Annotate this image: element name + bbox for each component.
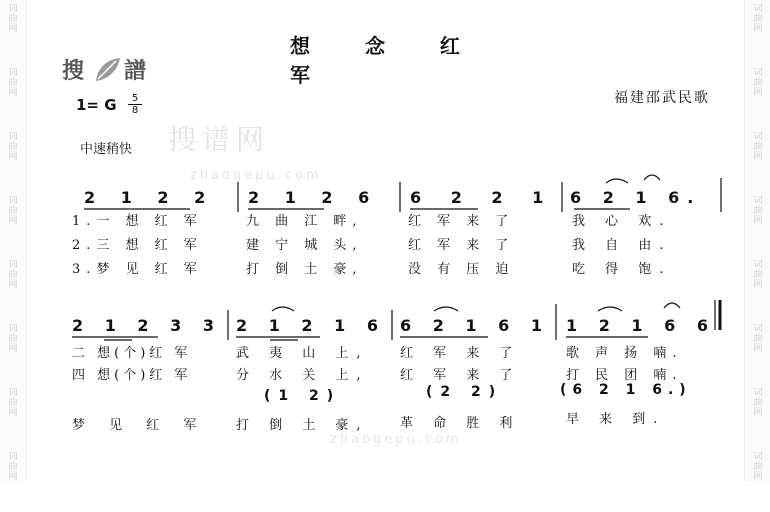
tie [606,179,628,183]
lyric-2-1-4: 歌 声 扬 喃. [566,346,683,361]
fermata [644,175,660,180]
lyric-1-3-2: 打 倒 土 豪, [246,262,363,277]
measure-2-3: 6 2 1 6 1 [400,316,550,335]
watermark-url-bottom: zhaogepu.com [330,432,462,447]
lyric-1-1-1: 1.一 想 红 军 [72,214,203,229]
lyric-1-1-2: 九 曲 江 畔, [246,214,363,229]
lyric-1-3-3: 没 有 压 迫 [408,262,515,277]
alt-notes-2: (2 2) [426,384,504,400]
tie [598,307,622,311]
strip-text: 词 曲 网 [753,452,763,482]
lyric-2-1-1: 二 想(个)红 军 [72,346,192,361]
strip-text: 词 曲 网 [753,132,763,162]
strip-text: 词 曲 网 [753,388,763,418]
lyric-1-2-1: 2.三 想 红 军 [72,238,203,253]
song-title: 想 念 红 军 [290,34,484,87]
measure-2-4: 1 2 1 6 6 [566,316,716,335]
lyric-2-2-3: 红 军 来 了 [400,368,521,383]
strip-text: 词 曲 网 [753,260,763,290]
strip-text: 词 曲 网 [753,68,763,98]
lyric-1-2-2: 建 宁 城 头, [246,238,363,253]
lyric-2-3-3: 革 命 胜 利 [400,416,521,431]
lyric-2-1-3: 红 军 来 了 [400,346,521,361]
alt-notes-3: (6 2 1 6.) [560,382,692,398]
measure-1-3: 6 2 2 1 [410,188,556,207]
measure-1-2: 2 1 2 6 [248,188,380,207]
strip-text: 词 曲 网 [8,388,18,418]
tempo-marking: 中速稍快 [80,142,133,157]
lyric-2-2-4: 打 民 团 喃. [566,368,683,383]
lyric-2-1-2: 武 夷 山 上, [236,346,369,361]
lyric-2-2-1: 四 想(个)红 军 [72,368,192,383]
lyric-2-3-2: 打 倒 土 豪, [236,418,369,433]
strip-text: 词 曲 网 [8,324,18,354]
lyric-1-2-4: 我 自 由. [572,238,672,253]
lyric-2-3-4: 早 来 到. [566,412,666,427]
lyric-2-2-2: 分 水 关 上, [236,368,369,383]
fermata [664,303,680,308]
strip-text: 词 曲 网 [8,68,18,98]
alt-notes-1: (1 2) [264,388,342,404]
lyric-1-3-1: 3.梦 见 红 军 [72,262,203,277]
logo-char-1: 搜 [62,59,85,84]
key-signature: 1= G [76,96,117,114]
strip-text: 词 曲 网 [753,196,763,226]
strip-text: 词 曲 网 [753,4,763,34]
lyric-1-1-4: 我 心 欢. [572,214,672,229]
measure-2-1: 2 1 2 3 3 [72,316,222,335]
strip-text: 词 曲 网 [8,196,18,226]
song-origin: 福建邵武民歌 [614,90,710,106]
strip-text: 词 曲 网 [8,260,18,290]
lyric-1-2-3: 红 军 来 了 [408,238,515,253]
lyric-1-3-4: 吃 得 饱. [572,262,672,277]
tie [434,307,458,311]
lyric-2-3-1: 梦 见 红 军 [72,418,207,433]
measure-1-4: 6 2 1 6. [570,188,702,207]
strip-text: 词 曲 网 [753,324,763,354]
strip-text: 词 曲 网 [8,452,18,482]
measure-1-1: 2 1 2 2 [84,188,216,207]
strip-text: 词 曲 网 [8,132,18,162]
watermark-big: 搜谱网 [168,123,271,156]
meter-bottom: 8 [131,105,139,116]
measure-2-2: 2 1 2 1 6 [236,316,386,335]
tie [272,307,294,311]
watermark-url: zhaogepu.com [190,168,322,183]
strip-text: 词 曲 网 [8,4,18,34]
lyric-1-1-3: 红 军 来 了 [408,214,515,229]
logo-char-2: 譜 [124,59,147,84]
meter-top: 5 [131,93,139,104]
